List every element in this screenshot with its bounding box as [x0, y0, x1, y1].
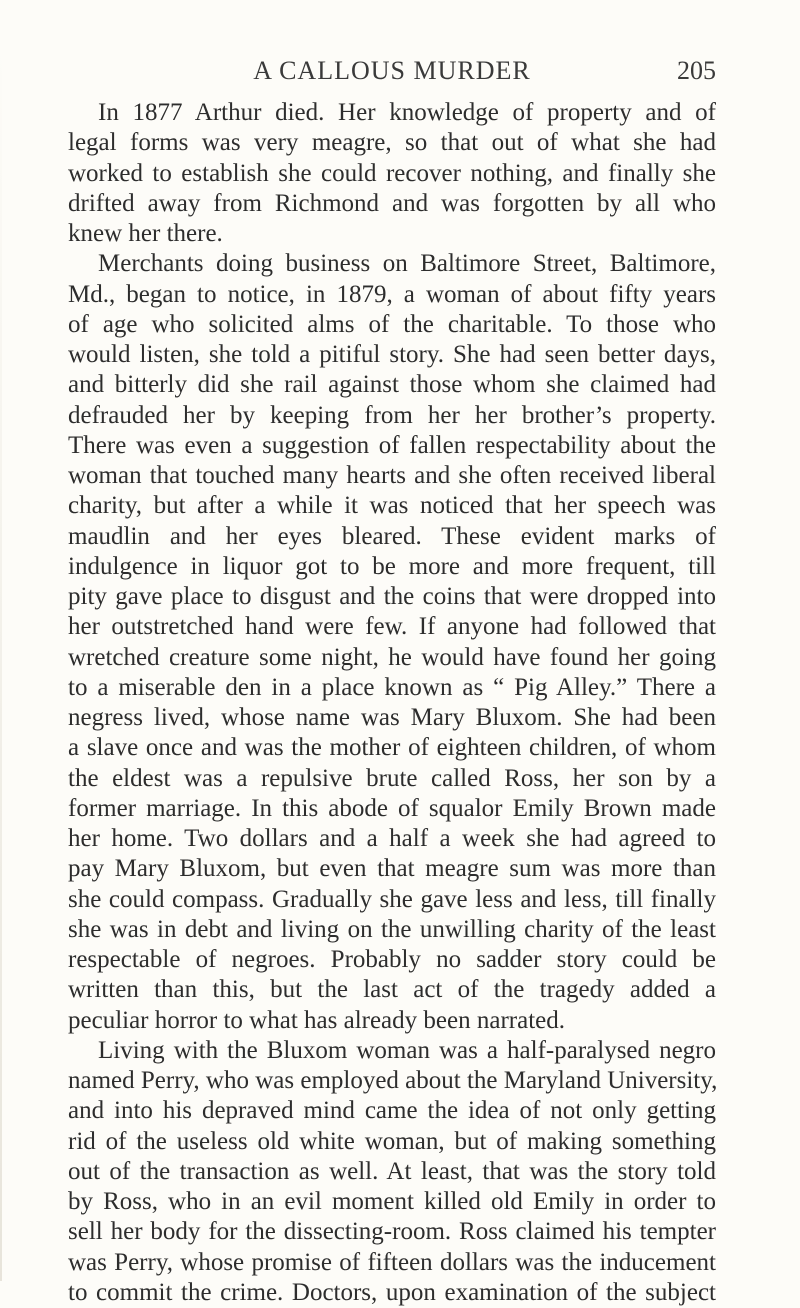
page-edge-shadow	[0, 40, 2, 1281]
running-title: A CALLOUS MURDER	[253, 56, 531, 85]
text-line: Md., began to notice, in 1879, a woman of about fifty years	[68, 280, 716, 308]
text-line: respectable of negroes. Probably no sadder story could be	[68, 946, 716, 973]
text-line: and bitterly did she rail against those whom she claimed had	[68, 371, 716, 399]
text-line: she could compass. Gradually she gave less and less, till finally	[68, 885, 716, 913]
text-line: peculiar horror to what has already been narrated.	[68, 1006, 565, 1034]
text-line: There was even a suggestion of fallen respectability about the	[68, 431, 716, 459]
text-line: of age who solicited alms of the charitable. To those who	[68, 310, 716, 338]
text-line: to commit the crime. Doctors, upon examination of the subject	[68, 1278, 716, 1306]
text-line: woman that touched many hearts and she often received liberal	[68, 462, 716, 489]
text-line: the eldest was a repulsive brute called Ross, her son by a	[68, 764, 716, 792]
text-line: indulgence in liquor got to be more and more frequent, till	[68, 552, 716, 580]
text-line: a slave once and was the mother of eighteen children, of whom	[68, 734, 716, 762]
text-line: negress lived, whose name was Mary Bluxom. She had been	[68, 704, 716, 731]
text-line: she was in debt and living on the unwilling charity of the least	[68, 915, 716, 943]
text-line: would listen, she told a pitiful story. She had seen better days,	[68, 341, 716, 368]
text-line: was Perry, whose promise of fifteen dollars was the inducement	[68, 1248, 716, 1276]
body-text	[68, 98, 716, 1308]
text-line: sell her body for the dissecting-room. Ross claimed his tempter	[68, 1218, 716, 1246]
text-line: charity, but after a while it was noticed that her speech was	[68, 492, 716, 520]
text-line: pity gave place to disgust and the coins that were dropped into	[68, 583, 716, 610]
text-line: out of the transaction as well. At least, that was the story told	[68, 1157, 716, 1185]
text-line: pay Mary Bluxom, but even that meagre sum was more than	[68, 855, 716, 883]
text-line: named Perry, who was employed about the Maryland University,	[68, 1067, 718, 1094]
text-line: legal forms was very meagre, so that out of what she had	[68, 129, 716, 157]
page-number: 205	[677, 56, 716, 85]
text-line: and into his depraved mind came the idea of not only getting	[68, 1097, 716, 1125]
text-line: to a miserable den in a place known as “ Pig Alley.” There a	[68, 673, 716, 701]
text-line: former marriage. In this abode of squalor Emily Brown made	[68, 794, 716, 822]
text-line: Living with the Bluxom woman was a half-paralysed negro	[98, 1036, 716, 1064]
text-line: maudlin and her eyes bleared. These evident marks of	[68, 522, 716, 550]
text-line: rid of the useless old white woman, but of making something	[68, 1127, 716, 1155]
text-line: Merchants doing business on Baltimore Street, Baltimore,	[98, 250, 716, 278]
text-line: wretched creature some night, he would have found her going	[68, 643, 716, 671]
text-line: worked to establish she could recover nothing, and finally she	[68, 159, 716, 187]
text-line: her home. Two dollars and a half a week she had agreed to	[68, 825, 716, 852]
text-line: written than this, but the last act of the tragedy added a	[68, 976, 716, 1004]
text-line: knew her there.	[68, 220, 223, 247]
text-line: by Ross, who in an evil moment killed old Emily in order to	[68, 1188, 716, 1215]
text-line: In 1877 Arthur died. Her knowledge of property and of	[98, 99, 716, 126]
text-line: her outstretched hand were few. If anyone had followed that	[68, 613, 716, 641]
text-line: drifted away from Richmond and was forgotten by all who	[68, 189, 716, 217]
page-header	[68, 56, 716, 96]
text-line: defrauded her by keeping from her her brother’s property.	[68, 401, 716, 429]
